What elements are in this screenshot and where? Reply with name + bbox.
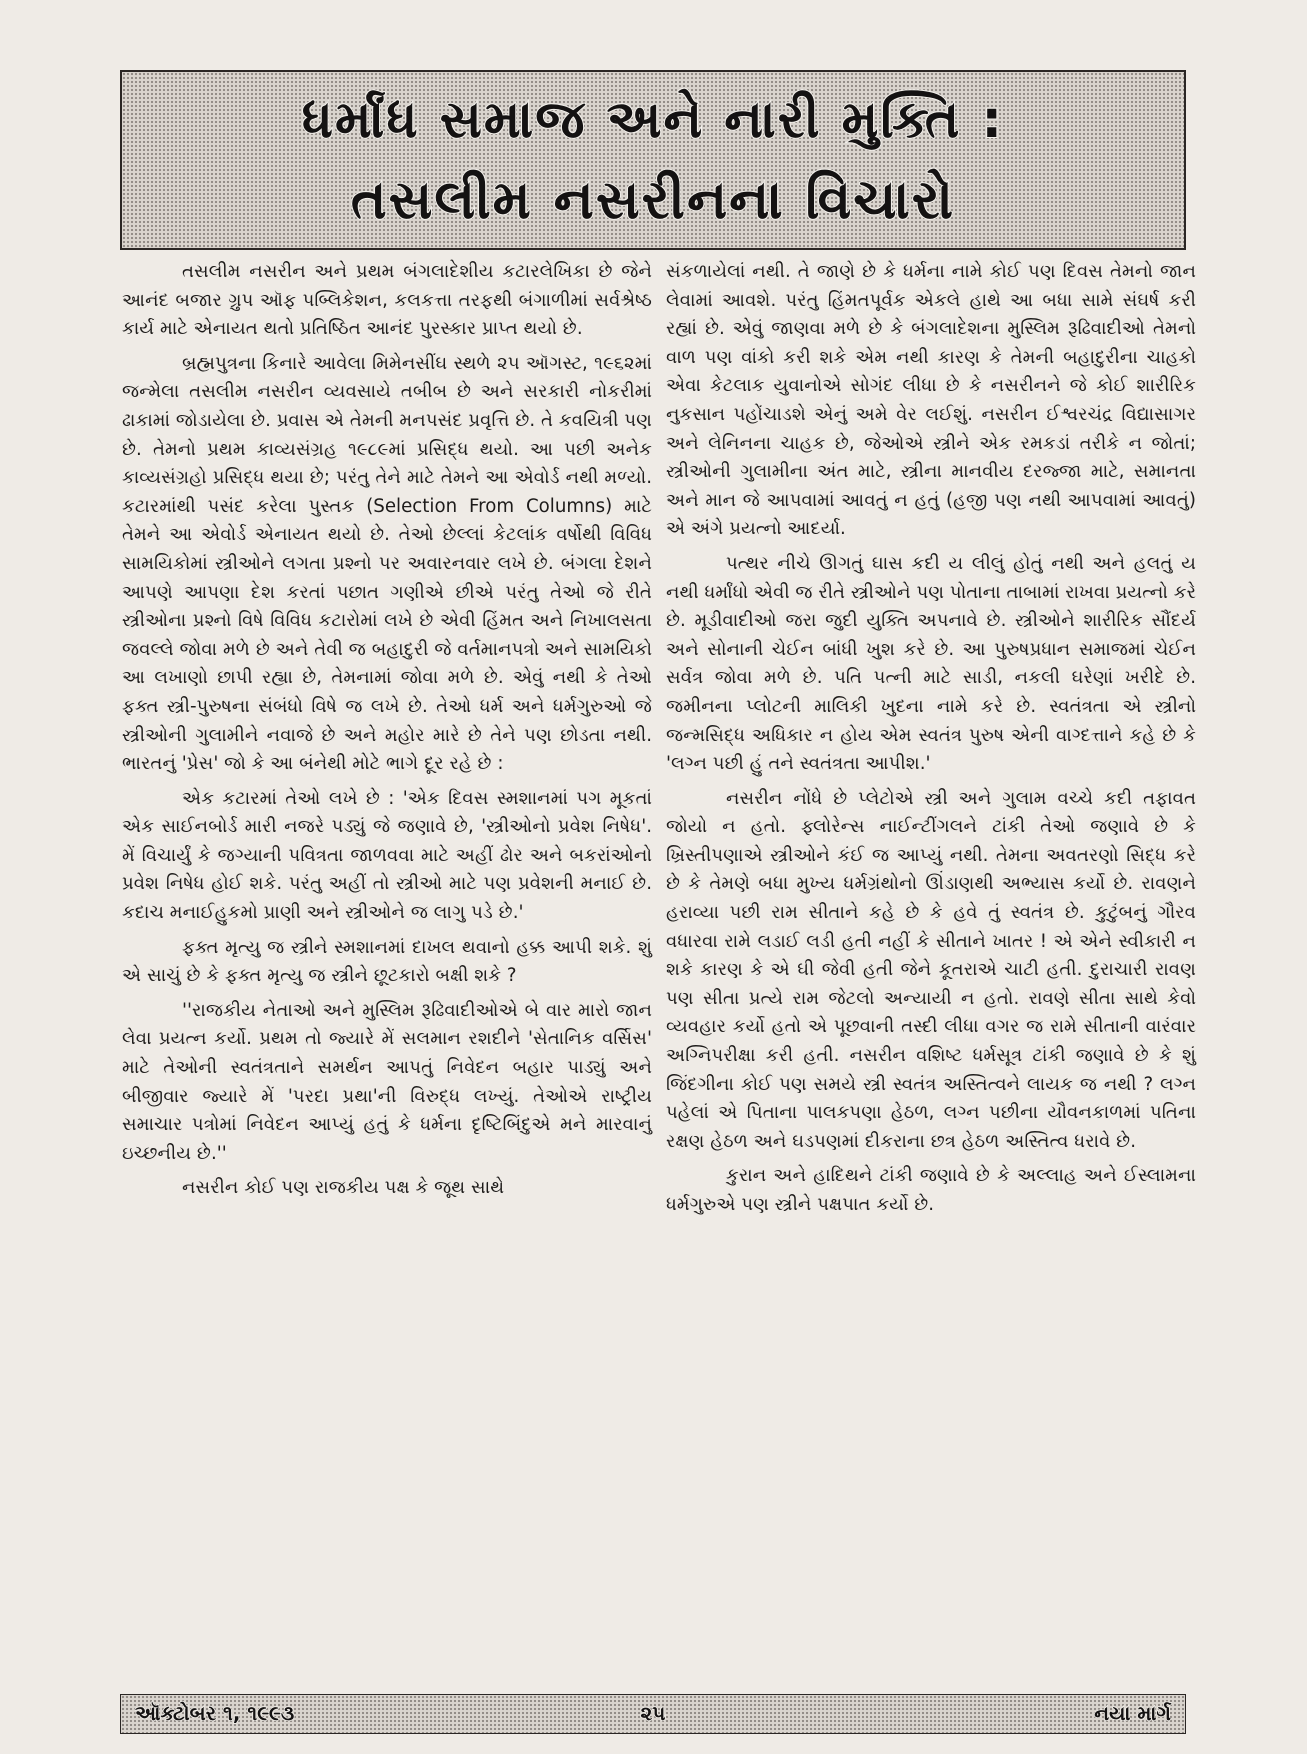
paragraph: ફક્ત મૃત્યુ જ સ્ત્રીને સ્મશાનમાં દાખલ થવાનો હક્ક આપી શકે. શું એ સાચું છે કે ફક્ત મૃત્યુ જ સ્ત્રીને છૂટકારો બક્ષી શકે ?	[122, 936, 652, 987]
paragraph: બ્રહ્મપુત્રના કિનારે આવેલા મિમેનસીંઘ સ્થળે ૨૫ ઑગસ્ટ, ૧૯૬૨માં જન્મેલા તસલીમ નસરીન વ્યવસાયે તબીબ છે અને સરકારી નોકરીમાં ઢાકામાં જોડાયેલા છે. પ્રવાસ એ તેમની મનપસંદ પ્રવૃત્તિ છે. તે કવયિત્રી પણ છે. તેમનો પ્રથમ કાવ્યસંગ્રહ ૧૯૮૯માં પ્રસિદ્ધ થયો. આ પછી અનેક કાવ્યસંગ્રહો પ્રસિદ્ધ થયા છે; પરંતુ તેને માટે તેમને આ એવોર્ડ નથી મળ્યો. કટારમાંથી પસંદ કરેલા પુસ્તક (Selection From Columns) માટે તેમને આ એવોર્ડ એનાયત થયો છે. તેઓ છેલ્લાં કેટલાંક વર્ષોથી વિવિધ સામયિકોમાં સ્ત્રીઓને લગતા પ્રશ્નો પર અવારનવાર લખે છે. બંગલા દેશને આપણે આપણા દેશ કરતાં પછાત ગણીએ છીએ પરંતુ તેઓ જે રીતે સ્ત્રીઓના પ્રશ્નો વિષે વિવિધ કટારોમાં લખે છે એવી હિંમત અને નિખાલસતા જવલ્લે જોવા મળે છે અને તેવી જ બહાદુરી જે વર્તમાનપત્રો અને સામયિકો આ લખાણો છાપી રહ્યા છે, તેમનામાં જોવા મળે છે. એવું નથી કે તેઓ ફક્ત સ્ત્રી-પુરુષના સંબંધો વિષે જ લખે છે. તેઓ ધર્મ અને ધર્મગુરુઓ જે સ્ત્રીઓની ગુલામીને નવાજે છે અને મહોર મારે છે તેને પણ છોડતા નથી. ભારતનું 'પ્રેસ' જો કે આ બંનેથી મોટે ભાગે દૂર રહે છે :	[122, 352, 652, 775]
headline: ધર્માંધ સમાજ અને નારી મુક્તિ :	[301, 90, 1005, 150]
page-number: ૨૫	[640, 1701, 666, 1725]
magazine-name: નયા માર્ગ	[1094, 1701, 1171, 1725]
right-column	[666, 258, 1196, 1226]
paragraph: નસરીન નોંધે છે પ્લેટોએ સ્ત્રી અને ગુલામ વચ્ચે કદી તફાવત જોયો ન હતો. ફ્લોરેન્સ નાઈન્ટીંગલને ટાંકી તેઓ જણાવે છે કે ખ્રિસ્તીપણાએ સ્ત્રીઓને કંઈ જ આપ્યું નથી. તેમના અવતરણો સિદ્ધ કરે છે કે તેમણે બધા મુખ્ય ધર્મગ્રંથોનો ઊંડાણથી અભ્યાસ કર્યો છે. રાવણને હરાવ્યા પછી રામ સીતાને કહે છે કે હવે તું સ્વતંત્ર છે. કુટુંબનું ગૌરવ વધારવા રામે લડાઈ લડી હતી નહીં કે સીતાને ખાતર ! એ એને સ્વીકારી ન શકે કારણ કે એ ઘી જેવી હતી જેને કૂતરાએ ચાટી હતી. દુરાચારી રાવણ પણ સીતા પ્રત્યે રામ જેટલો અન્યાયી ન હતો. રાવણે સીતા સાથે કેવો વ્યવહાર કર્યો હતો એ પૂછવાની તસ્દી લીધા વગર જ રામે સીતાની વારંવાર અગ્નિપરીક્ષા કરી હતી. નસરીન વશિષ્ટ ધર્મસૂત્ર ટાંકી જણાવે છે કે શું જિંદગીના કોઈ પણ સમયે સ્ત્રી સ્વતંત્ર અસ્તિત્વને લાયક જ નથી ? લગ્ન પહેલાં એ પિતાના પાલકપણા હેઠળ, લગ્ન પછીના યૌવનકાળમાં પતિના રક્ષણ હેઠળ અને ઘડપણમાં દીકરાના છત્ર હેઠળ અસ્તિત્વ ધરાવે છે.	[666, 787, 1196, 1152]
title-box	[120, 70, 1186, 250]
issue-date: ઑક્ટોબર ૧, ૧૯૯૩	[135, 1701, 295, 1725]
paragraph: ''રાજકીય નેતાઓ અને મુસ્લિમ રૂઢિવાદીઓએ બે વાર મારો જાન લેવા પ્રયત્ન કર્યો. પ્રથમ તો જ્યારે મેં સલમાન રશદીને 'સેતાનિક વર્સિસ' માટે તેઓની સ્વતંત્રતાને સમર્થન આપતું નિવેદન બહાર પાડ્યું અને બીજીવાર જ્યારે મેં 'પરદા પ્રથા'ની વિરુદ્ધ લખ્યું. તેઓએ રાષ્ટ્રીય સમાચાર પત્રોમાં નિવેદન આપ્યું હતું કે ધર્મના દૃષ્ટિબિંદુએ મને મારવાનું ઇચ્છનીય છે.''	[122, 999, 652, 1164]
paragraph: કુરાન અને હાદિથને ટાંકી જણાવે છે કે અલ્લાહ અને ઈસ્લામના ધર્મગુરુએ પણ સ્ત્રીને પક્ષપાત કર્યો છે.	[666, 1165, 1196, 1215]
paragraph: એક કટારમાં તેઓ લખે છે : 'એક દિવસ સ્મશાનમાં પગ મૂકતાં એક સાઈનબોર્ડ મારી નજરે પડ્યું જે જણાવે છે, 'સ્ત્રીઓનો પ્રવેશ નિષેધ'. મેં વિચાર્યું કે જગ્યાની પવિત્રતા જાળવવા માટે અહીં ઢોર અને બકરાંઓનો પ્રવેશ નિષેધ હોઈ શકે. પરંતુ અહીં તો સ્ત્રીઓ માટે પણ પ્રવેશની મનાઈ છે. કદાચ મનાઈહુકમો પ્રાણી અને સ્ત્રીઓને જ લાગુ પડે છે.'	[122, 787, 652, 924]
paragraph: નસરીન કોઈ પણ રાજકીય પક્ષ કે જૂથ સાથે	[182, 1177, 505, 1199]
left-column	[122, 258, 652, 1209]
subheadline: તસલીમ નસરીનના વિચારો	[350, 168, 956, 231]
paragraph: તસલીમ નસરીન અને પ્રથમ બંગલાદેશીય કટારલેખિકા છે જેને આનંદ બજાર ગ્રુપ ઑફ પબ્લિકેશન, કલકત્તા તરફથી બંગાળીમાં સર્વશ્રેષ્ઠ કાર્ય માટે એનાયત થતો પ્રતિષ્ઠિત આનંદ પુરસ્કાર પ્રાપ્ત થયો છે.	[122, 261, 652, 340]
paragraph: પત્થર નીચે ઊગતું ઘાસ કદી ય લીલું હોતું નથી અને હલતું ય નથી ધર્માંધો એવી જ રીતે સ્ત્રીઓને પણ પોતાના તાબામાં રાખવા પ્રયત્નો કરે છે. મૂડીવાદીઓ જરા જુદી યુક્તિ અપનાવે છે. સ્ત્રીઓને શારીરિક સૌંદર્ય અને સોનાની ચેઈન બાંધી ખુશ કરે છે. આ પુરુષપ્રધાન સમાજમાં ચેઈન સર્વત્ર જોવા મળે છે. પતિ પત્ની માટે સાડી, નકલી ઘરેણાં ખરીદે છે. જમીનના પ્લોટની માલિકી ખુદના નામે કરે છે. સ્વતંત્રતા એ સ્ત્રીનો જન્મસિદ્ધ અધિકાર ન હોય એમ સ્વતંત્ર પુરુષ એની વાગ્દત્તાને કહે છે કે 'લગ્ન પછી હું તને સ્વતંત્રતા આપીશ.'	[666, 552, 1196, 775]
paragraph: સંકળાયેલાં નથી. તે જાણે છે કે ધર્મના નામે કોઈ પણ દિવસ તેમનો જાન લેવામાં આવશે. પરંતુ હિંમતપૂર્વક એકલે હાથે આ બધા સામે સંઘર્ષ કરી રહ્યાં છે. એવું જાણવા મળે છે કે બંગલાદેશના મુસ્લિમ રૂઢિવાદીઓ તેમનો વાળ પણ વાંકો કરી શકે એમ નથી કારણ કે તેમની બહાદુરીના ચાહકો એવા કેટલાક યુવાનોએ સોગંદ લીધા છે કે નસરીનને જે કોઈ શારીરિક નુકસાન પહોંચાડશે એનું અમે વેર લઈશું. નસરીન ઈશ્વરચંદ્ર વિદ્યાસાગર અને લેનિનના ચાહક છે, જેઓએ સ્ત્રીને એક રમકડાં તરીકે ન જોતાં; સ્ત્રીઓની ગુલામીના અંત માટે, સ્ત્રીના માનવીય દરજ્જા માટે, સમાનતા અને માન જે આપવામાં આવતું ન હતું (હજી પણ નથી આપવામાં આવતું) એ અંગે પ્રયત્નો આદર્યા.	[666, 261, 1196, 540]
footer-bar	[120, 1694, 1186, 1734]
